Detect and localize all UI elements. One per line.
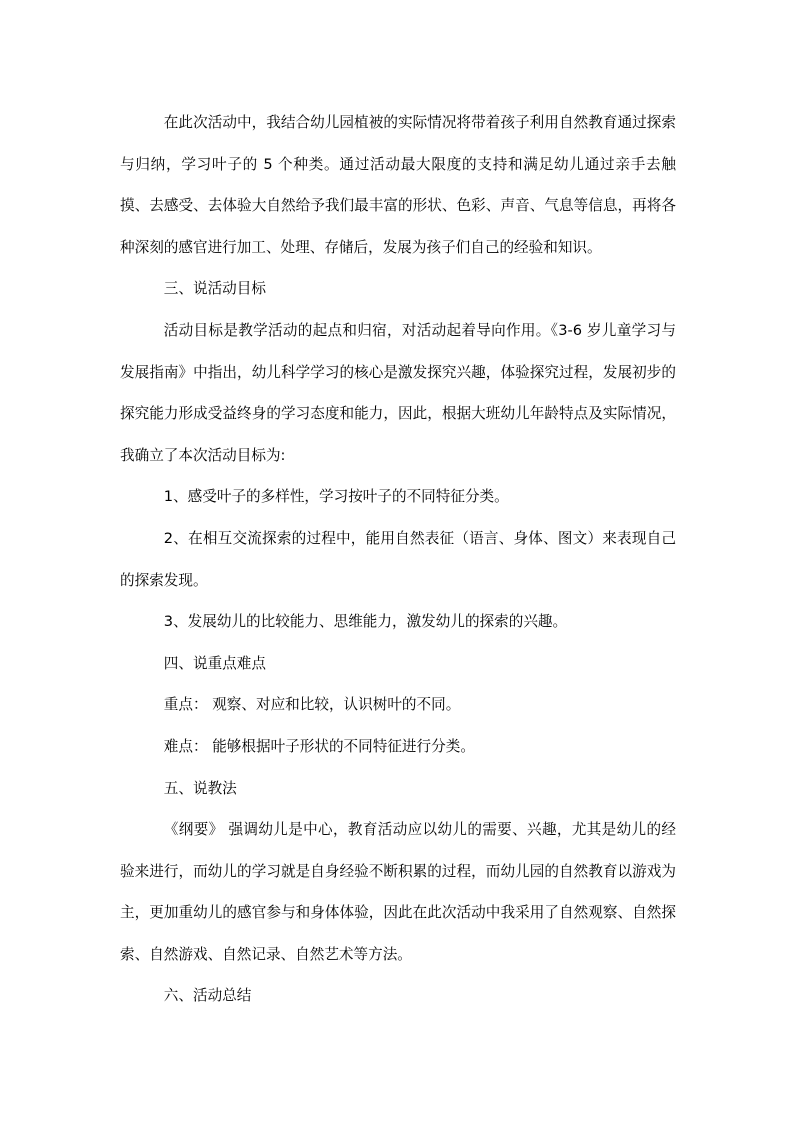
heading-activity-goals: 三、说活动目标 [163,280,266,298]
paragraph-teaching-methods: 《纲要》 强调幼儿是中心，教育活动应以幼儿的需要、兴趣，尤其是幼儿的经验来进行，而幼儿的学习就是自身经验不断积累的过程，而幼儿园的自然教育以游戏为主，更加重幼儿的感官参与和身体体验，因此在此次活动中我采用了自然观察、自然探索、自然游戏、自然记录、自然艺术等方法。 [120,821,676,963]
goal-item-1: 1、感受叶子的多样性，学习按叶子的不同特征分类。 [163,488,509,506]
paragraph-intro: 在此次活动中，我结合幼儿园植被的实际情况将带着孩子利用自然教育通过探索与归纳，学习叶子的 5 个种类。通过活动最大限度的支持和满足幼儿通过亲手去触摸、去感受、去体验大自然给予我们最丰富的形状、色彩、声音、气息等信息，再将各种深刻的感官进行加工、处理、存储后，发展为孩子们自己的经验和知识。 [120,114,676,256]
goal-item-2: 2、在相互交流探索的过程中，能用自然表征（语言、身体、图文）来表现自己的探索发现。 [120,529,676,589]
heading-key-difficult-points: 四、说重点难点 [163,654,266,672]
heading-activity-summary: 六、活动总结 [163,987,252,1005]
goal-item-3: 3、发展幼儿的比较能力、思维能力，激发幼儿的探索的兴趣。 [163,613,568,631]
heading-teaching-methods: 五、说教法 [163,779,237,797]
difficult-point: 难点： 能够根据叶子形状的不同特征进行分类。 [163,737,475,755]
paragraph-goals-description: 活动目标是教学活动的起点和归宿，对活动起着导向作用。《3-6 岁儿童学习与发展指南》中指出，幼儿科学学习的核心是激发探究兴趣，体验探究过程，发展初步的探究能力形成受益终身的学习态度和能力，因此，根据大班幼儿年龄特点及实际情况，我确立了本次活动目标为: [120,321,676,464]
key-point: 重点： 观察、对应和比较，认识树叶的不同。 [163,696,461,714]
document-body [120,102,676,1017]
